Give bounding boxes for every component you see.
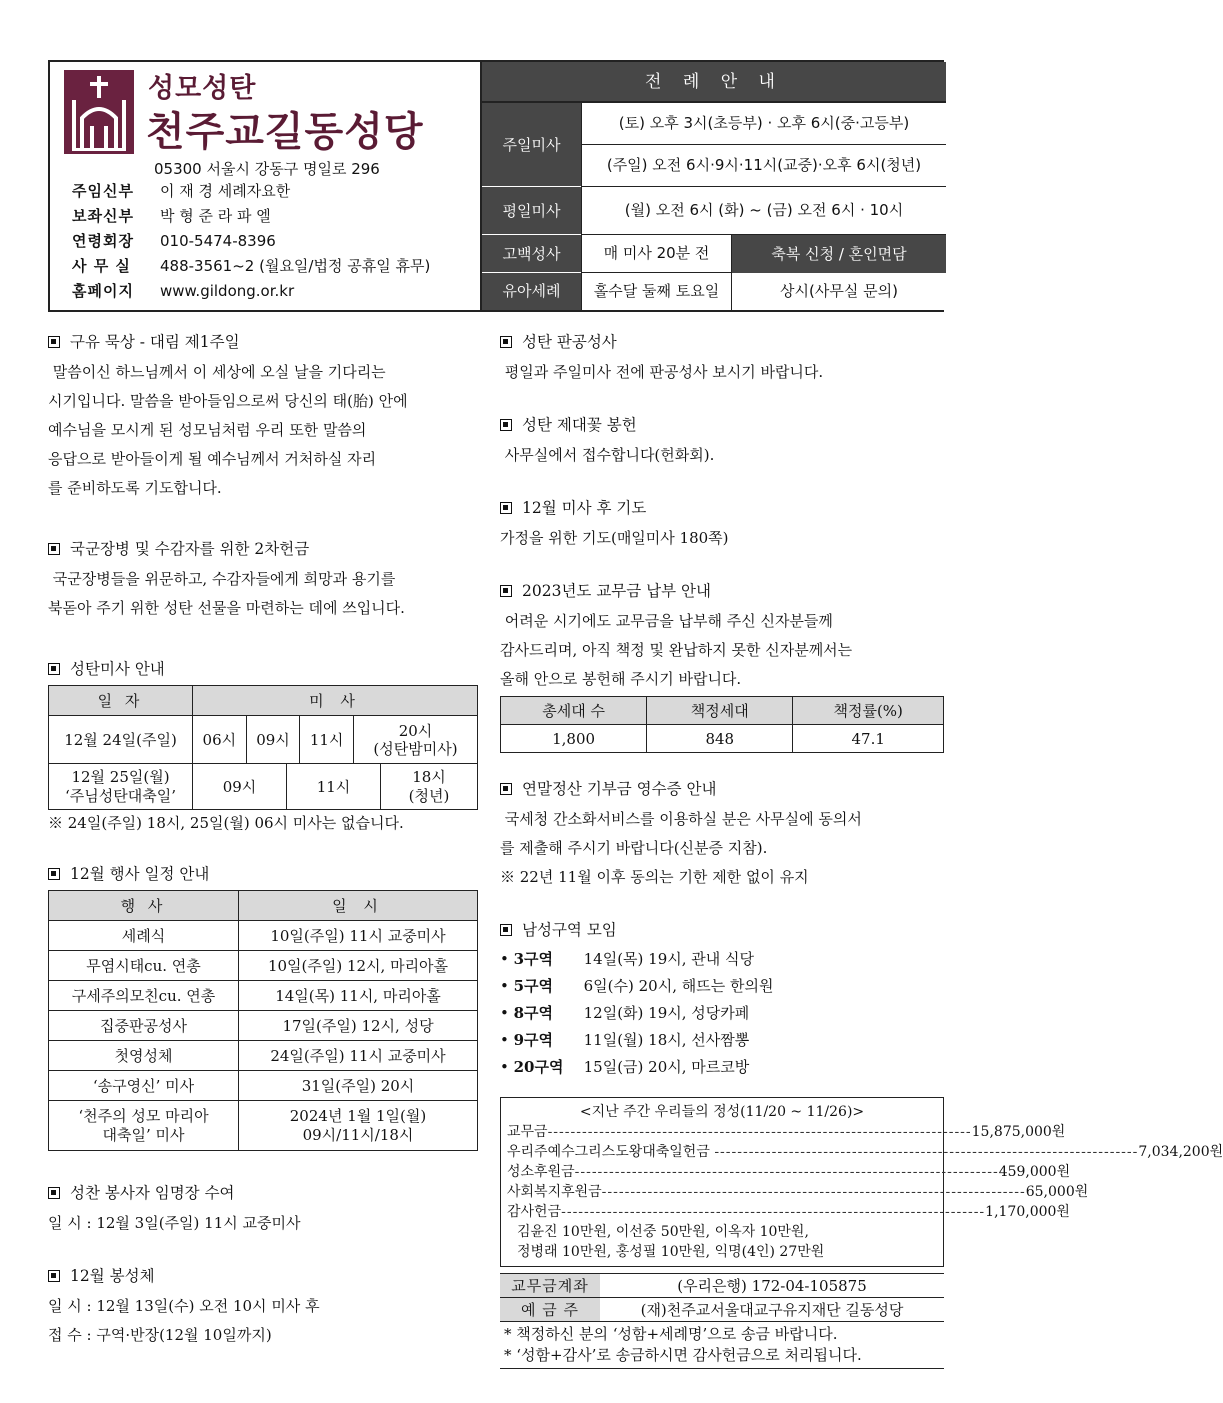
- table-row: 구세주의모친cu. 연총 14일(목) 11시, 마리아홀: [49, 981, 478, 1011]
- weekday-times: (월) 오전 6시 (화) ~ (금) 오전 6시 · 10시: [581, 187, 946, 235]
- list-item: • 8구역 12일(화) 19시, 성당카페: [500, 1004, 750, 1022]
- account-holder: (재)천주교서울대교구유지재단 길동성당: [600, 1298, 944, 1322]
- offering-row: 우리주예수그리스도왕대축일헌금 -------------------------------------------------------------------------- 7,034,200원: [507, 1144, 1223, 1160]
- section-title: 국군장병 및 수감자를 위한 2차헌금: [70, 540, 310, 558]
- table-cell: 20시 (성탄밤미사): [353, 716, 477, 764]
- offering-row: 감사헌금 -------------------------------------------------------------------------- 1,170,000원: [507, 1204, 1070, 1220]
- offering-row: 교무금 -------------------------------------------------------------------------- 15,875,000원: [507, 1124, 1066, 1140]
- section-title: 성찬 봉사자 임명장 수여: [70, 1184, 235, 1202]
- square-bullet-icon: [500, 502, 512, 514]
- table-row: 무염시태cu. 연총 10일(주일) 12시, 마리아홀: [49, 951, 478, 981]
- christmas-day-table: [48, 763, 478, 810]
- weekday-mass-label: 평일미사: [482, 187, 581, 235]
- list-item: • 5구역 6일(수) 20시, 해뜨는 한의원: [500, 977, 774, 995]
- right-column: [500, 330, 1223, 1369]
- offering-title: <지난 주간 우리들의 정성(11/20 ~ 11/26)>: [579, 1104, 865, 1120]
- header-mass: 미 사: [193, 686, 478, 716]
- section-body: 말씀이신 하느님께서 이 세상에 오실 날을 기다리는 시기입니다. 말씀을 받아들임으로써 당신의 태(胎) 안에 예수님을 모시게 된 성모님처럼 우리 또한 말씀의 응답으로 받아들이게 될 예수님께서 거처하실 자리 를 준비하도록 기도합니다.: [48, 363, 408, 497]
- sunday-saturday-times: (토) 오후 3시(초등부) · 오후 6시(중·고등부): [581, 103, 946, 145]
- section-body-line: 일 시 : 12월 13일(수) 오전 10시 미사 후: [48, 1297, 320, 1315]
- table-cell: 06시: [193, 716, 247, 764]
- header-event: 행 사: [49, 891, 239, 921]
- section-eucharistic-ministers: [48, 1181, 478, 1238]
- weekly-offering-box: [500, 1097, 1223, 1267]
- section-parish-dues: [500, 579, 944, 753]
- section-christmas-confession: [500, 330, 944, 387]
- list-item: • 9구역 11일(월) 18시, 선사짬뽕: [500, 1031, 750, 1049]
- section-title: 성탄미사 안내: [70, 660, 165, 678]
- section-title: 구유 묵상 - 대림 제1주일: [70, 333, 240, 351]
- christmas-mass-table: [48, 685, 478, 764]
- section-title: 12월 미사 후 기도: [522, 499, 647, 517]
- list-item: • 3구역 14일(목) 19시, 관내 식당: [500, 950, 755, 968]
- section-title: 연말정산 기부금 영수증 안내: [522, 780, 717, 798]
- confession-time: 매 미사 20분 전: [581, 235, 731, 273]
- info-row-pastor: 주임신부 이 재 경 세례자요한: [72, 182, 291, 200]
- table-cell: 12월 25일(월) ‘주님성탄대축일’: [49, 764, 193, 810]
- square-bullet-icon: [48, 663, 60, 675]
- section-christmas-mass: [48, 657, 478, 836]
- table-cell: 09시: [246, 716, 300, 764]
- logo-subtitle: 성모성탄: [148, 73, 257, 104]
- info-row-homepage: 홈페이지 www.gildong.or.kr: [72, 282, 295, 300]
- offering-row: 성소후원금 -------------------------------------------------------------------------- 459,000원: [507, 1164, 1071, 1180]
- table-cell: 09시: [193, 764, 287, 810]
- left-column: [48, 330, 478, 1350]
- section-body: 국군장병들을 위문하고, 수감자들에게 희망과 용기를 북돋아 주기 위한 성탄 선물을 마련하는 데에 쓰입니다.: [48, 570, 405, 617]
- account-number: (우리은행) 172-04-105875: [600, 1274, 944, 1298]
- info-row-assistant: 보좌신부 박 형 준 라 파 엘: [72, 207, 271, 225]
- homepage-link[interactable]: www.gildong.or.kr: [160, 282, 295, 300]
- section-title: 남성구역 모임: [522, 921, 617, 939]
- table-cell: 11시: [287, 764, 381, 810]
- info-row-office: 사 무 실 488-3561~2 (월요일/법정 공휴일 휴무): [72, 257, 431, 275]
- section-prayer-after-mass: [500, 496, 944, 553]
- table-cell: 11시: [300, 716, 354, 764]
- account-label: 교무금계좌: [500, 1274, 600, 1298]
- list-item: • 20구역 15일(금) 20시, 마르코방: [500, 1058, 750, 1076]
- account-notes: * 책정하신 분의 ‘성함+세례명’으로 송금 바랍니다. * ‘성함+감사’로 송금하시면 감사헌금으로 처리됩니다.: [500, 1322, 944, 1369]
- square-bullet-icon: [48, 868, 60, 880]
- holder-label: 예 금 주: [500, 1298, 600, 1322]
- section-body: 어려운 시기에도 교무금을 납부해 주신 신자분들께 감사드리며, 아직 책정 및 완납하지 못한 신자분께서는 올해 안으로 봉헌해 주시기 바랍니다.: [500, 612, 853, 688]
- section-title: 성탄 판공성사: [522, 333, 617, 351]
- christmas-mass-note: ※ 24일(주일) 18시, 25일(월) 06시 미사는 없습니다.: [48, 814, 404, 832]
- section-title: 2023년도 교무금 납부 안내: [522, 582, 711, 600]
- table-row: 집중판공성사 17일(주일) 12시, 성당: [49, 1011, 478, 1041]
- square-bullet-icon: [500, 783, 512, 795]
- account-table: [500, 1273, 944, 1322]
- table-row: ‘송구영신’ 미사 31일(주일) 20시: [49, 1071, 478, 1101]
- section-title: 12월 봉성체: [70, 1267, 155, 1285]
- info-row-funeral: 연령회장 010-5474-8396: [72, 232, 276, 250]
- section-body-line: 접 수 : 구역·반장(12월 10일까지): [48, 1326, 272, 1344]
- infant-baptism-schedule: 홀수달 둘째 토요일: [581, 273, 731, 310]
- donor-list: 정병래 10만원, 홍성필 10만원, 익명(4인) 27만원: [517, 1244, 825, 1260]
- square-bullet-icon: [48, 543, 60, 555]
- section-body: 일 시 : 12월 3일(주일) 11시 교중미사: [48, 1214, 301, 1232]
- square-bullet-icon: [48, 336, 60, 348]
- section-communion-visit: [48, 1264, 478, 1350]
- infant-baptism-label: 유아세례: [482, 273, 581, 310]
- square-bullet-icon: [48, 1270, 60, 1282]
- confession-label: 고백성사: [482, 235, 581, 273]
- table-row: 1,800 848 47.1: [501, 725, 944, 753]
- sunday-times: (주일) 오전 6시·9시·11시(교중)·오후 6시(청년): [581, 145, 946, 187]
- section-december-events: [48, 862, 478, 1151]
- parish-address: 05300 서울시 강동구 명일로 296: [154, 160, 380, 178]
- donor-list: 김윤진 10만원, 이선중 50만원, 이옥자 10만원,: [517, 1224, 809, 1240]
- parish-name: 천주교길동성당: [146, 109, 424, 155]
- section-body: 가정을 위한 기도(매일미사 180쪽): [500, 529, 729, 547]
- table-cell: 18시 (청년): [381, 764, 478, 810]
- section-mens-group: [500, 918, 944, 1081]
- section-tax-receipt: [500, 777, 944, 892]
- square-bullet-icon: [500, 336, 512, 348]
- dues-table: 총세대 수 책정세대 책정률(%) 1,800 848 47.1: [500, 696, 944, 753]
- square-bullet-icon: [500, 585, 512, 597]
- table-row: 첫영성체 24일(주일) 11시 교중미사: [49, 1041, 478, 1071]
- header-time: 일 시: [239, 891, 478, 921]
- section-body: 국세청 간소화서비스를 이용하실 분은 사무실에 동의서 를 제출해 주시기 바랍니다(신분증 지참). ※ 22년 11월 이후 동의는 기한 제한 없이 유지: [500, 810, 862, 886]
- section-crib-meditation: [48, 330, 478, 503]
- mens-group-list: [500, 946, 944, 1081]
- parish-info-panel: [50, 62, 480, 310]
- liturgy-title: 전 례 안 내: [482, 62, 946, 103]
- bulletin-header: [48, 60, 944, 312]
- square-bullet-icon: [500, 419, 512, 431]
- section-body: 사무실에서 접수합니다(헌화회).: [500, 446, 715, 464]
- section-second-collection: [48, 537, 478, 623]
- sunday-mass-label: 주일미사: [482, 103, 581, 187]
- blessing-request: 축복 신청 / 혼인면담: [731, 235, 946, 273]
- section-title: 12월 행사 일정 안내: [70, 865, 210, 883]
- section-body: 평일과 주일미사 전에 판공성사 보시기 바랍니다.: [500, 363, 824, 381]
- offering-row: 사회복지후원금 -------------------------------------------------------------------------- 65,000원: [507, 1184, 1089, 1200]
- section-altar-flowers: [500, 413, 944, 470]
- section-title: 성탄 제대꽃 봉헌: [522, 416, 637, 434]
- square-bullet-icon: [48, 1187, 60, 1199]
- table-row: 세례식 10일(주일) 11시 교중미사: [49, 921, 478, 951]
- events-table: [48, 890, 478, 1151]
- header-date: 일 자: [49, 686, 193, 716]
- liturgy-panel: [480, 62, 944, 310]
- square-bullet-icon: [500, 924, 512, 936]
- cathedral-logo-icon: [64, 70, 134, 154]
- infant-baptism-note: 상시(사무실 문의): [731, 273, 946, 310]
- table-row: ‘천주의 성모 마리아 대축일’ 미사 2024년 1월 1일(월) 09시/11시/18시: [49, 1101, 478, 1151]
- table-cell: 12월 24일(주일): [49, 716, 193, 764]
